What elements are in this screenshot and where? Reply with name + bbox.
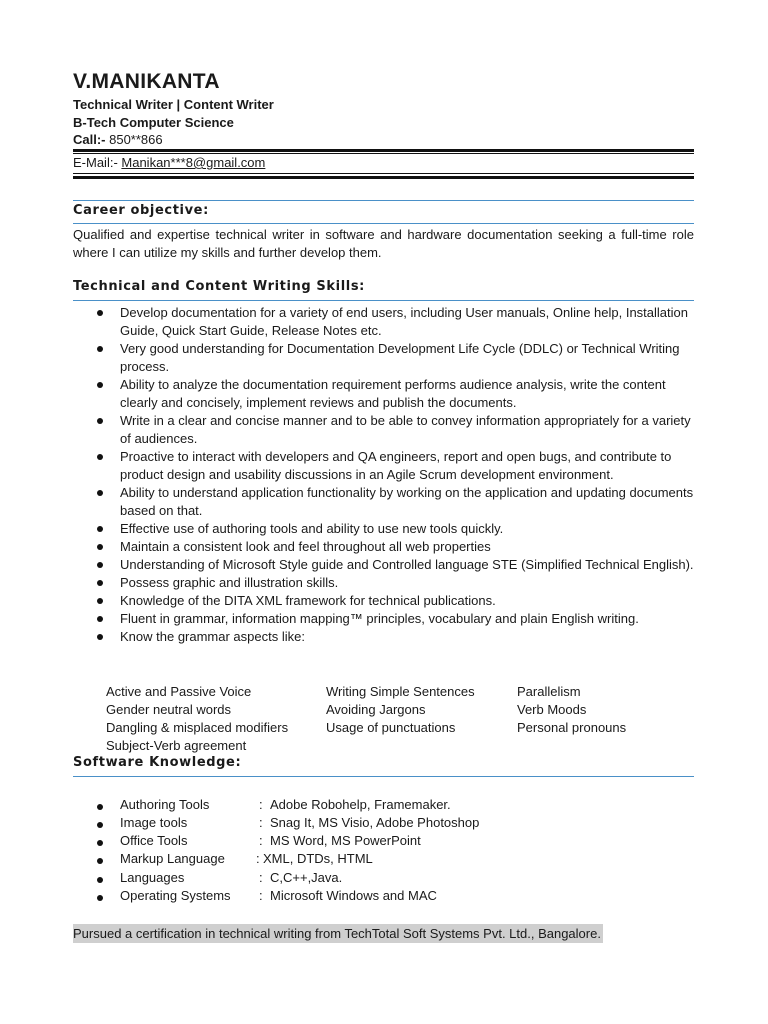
software-row bbox=[73, 815, 698, 833]
call-value: 850**866 bbox=[105, 132, 163, 147]
career-objective-text: Qualified and expertise technical writer in software and hardware documentation seeking a full-time role where I can utilize my skills and further develop them. bbox=[73, 227, 694, 260]
writing-skills-heading: Technical and Content Writing Skills: bbox=[73, 279, 365, 294]
writing-skills-divider bbox=[73, 300, 694, 301]
software-label: Markup Language bbox=[120, 851, 225, 866]
grammar-item: Dangling & misplaced modifiers bbox=[106, 720, 289, 735]
bullet-icon bbox=[97, 804, 103, 810]
email-label: E-Mail:- bbox=[73, 155, 122, 170]
grammar-item: Subject-Verb agreement bbox=[106, 738, 247, 753]
call-label: Call:- bbox=[73, 132, 106, 147]
bullet-icon bbox=[97, 616, 103, 622]
software-value: Adobe Robohelp, Framemaker. bbox=[270, 797, 451, 812]
grammar-column-3 bbox=[517, 683, 626, 737]
email-line bbox=[73, 155, 265, 170]
header-divider-top bbox=[73, 149, 694, 152]
grammar-column-2 bbox=[326, 683, 475, 737]
degree-line: B-Tech Computer Science bbox=[73, 115, 234, 130]
software-colon: : bbox=[259, 815, 263, 830]
list-item: Write in a clear and concise manner and to be able to convey information appropriately for a variety of audiences. bbox=[73, 412, 698, 448]
roles-line: Technical Writer | Content Writer bbox=[73, 97, 274, 112]
bullet-icon bbox=[97, 634, 103, 640]
software-row bbox=[73, 833, 698, 851]
bullet-icon bbox=[97, 310, 103, 316]
list-item: Fluent in grammar, information mapping™ principles, vocabulary and plain English writing. bbox=[73, 610, 698, 628]
software-colon: : bbox=[259, 888, 263, 903]
grammar-item: Writing Simple Sentences bbox=[326, 684, 475, 699]
grammar-item: Verb Moods bbox=[517, 702, 587, 717]
bullet-icon bbox=[97, 822, 103, 828]
candidate-name: V.MANIKANTA bbox=[73, 70, 220, 93]
bullet-icon bbox=[97, 490, 103, 496]
software-label: Office Tools bbox=[120, 833, 188, 848]
software-value: Snag It, MS Visio, Adobe Photoshop bbox=[270, 815, 480, 830]
bullet-icon bbox=[97, 526, 103, 532]
software-row bbox=[73, 870, 698, 888]
grammar-item: Active and Passive Voice bbox=[106, 684, 252, 699]
bullet-icon bbox=[97, 562, 103, 568]
bullet-icon bbox=[97, 418, 103, 424]
software-label: Languages bbox=[120, 870, 185, 885]
software-colon: : bbox=[259, 870, 263, 885]
grammar-item: Personal pronouns bbox=[517, 720, 627, 735]
bullet-icon bbox=[97, 454, 103, 460]
bullet-icon bbox=[97, 580, 103, 586]
list-item: Effective use of authoring tools and ability to use new tools quickly. bbox=[73, 520, 698, 538]
bullet-icon bbox=[97, 598, 103, 604]
list-item: Possess graphic and illustration skills. bbox=[73, 574, 698, 592]
software-row bbox=[73, 888, 698, 906]
header-divider-top-thin bbox=[73, 153, 694, 154]
software-row bbox=[73, 851, 698, 869]
bullet-icon bbox=[97, 346, 103, 352]
list-item: Develop documentation for a variety of end users, including User manuals, Online help, Installation Guide, Quick Start Guide, Release Notes etc. bbox=[73, 304, 698, 340]
list-item: Very good understanding for Documentation Development Life Cycle (DDLC) or Technical Writing process. bbox=[73, 340, 698, 376]
writing-skills-list bbox=[73, 304, 698, 646]
header-divider-bottom bbox=[73, 176, 694, 179]
software-value: MS Word, MS PowerPoint bbox=[270, 833, 421, 848]
software-label: Authoring Tools bbox=[120, 797, 210, 812]
bullet-icon bbox=[97, 877, 103, 883]
grammar-item: Avoiding Jargons bbox=[326, 702, 426, 717]
grammar-column-1 bbox=[106, 683, 288, 755]
list-item: Knowledge of the DITA XML framework for technical publications. bbox=[73, 592, 698, 610]
grammar-item: Gender neutral words bbox=[106, 702, 232, 717]
software-colon: : bbox=[256, 851, 260, 866]
header-divider-bottom-thin bbox=[73, 173, 694, 174]
list-item: Ability to understand application functionality by working on the application and updating documents based on that. bbox=[73, 484, 698, 520]
bullet-icon bbox=[97, 895, 103, 901]
software-colon: : bbox=[259, 833, 263, 848]
grammar-item: Usage of punctuations bbox=[326, 720, 456, 735]
software-value: Microsoft Windows and MAC bbox=[270, 888, 437, 903]
certification-note: Pursued a certification in technical writing from TechTotal Soft Systems Pvt. Ltd., Bangalore. bbox=[73, 926, 601, 941]
career-divider-top bbox=[73, 200, 694, 201]
list-item: Understanding of Microsoft Style guide and Controlled language STE (Simplified Technical English). bbox=[73, 556, 698, 574]
software-label: Image tools bbox=[120, 815, 188, 830]
grammar-item: Parallelism bbox=[517, 684, 581, 699]
call-line bbox=[73, 132, 163, 147]
career-objective-heading: Career objective: bbox=[73, 203, 209, 218]
software-label: Operating Systems bbox=[120, 888, 231, 903]
bullet-icon bbox=[97, 858, 103, 864]
software-divider bbox=[73, 776, 694, 777]
software-knowledge-heading: Software Knowledge: bbox=[73, 755, 242, 770]
bullet-icon bbox=[97, 382, 103, 388]
bullet-icon bbox=[97, 840, 103, 846]
bullet-icon bbox=[97, 544, 103, 550]
list-item: Ability to analyze the documentation requirement performs audience analysis, write the content clearly and concisely, implement reviews and publish the documents. bbox=[73, 376, 698, 412]
career-divider-bottom bbox=[73, 223, 694, 224]
software-value: XML, DTDs, HTML bbox=[263, 851, 373, 866]
email-link[interactable]: Manikan***8@gmail.com bbox=[121, 155, 266, 170]
list-item: Maintain a consistent look and feel throughout all web properties bbox=[73, 538, 698, 556]
list-item: Proactive to interact with developers and QA engineers, report and open bugs, and contribute to product design and usability discussions in an Agile Scrum development environment. bbox=[73, 448, 698, 484]
software-row bbox=[73, 797, 698, 815]
list-item: Know the grammar aspects like: bbox=[73, 628, 698, 646]
software-value: C,C++,Java. bbox=[270, 870, 343, 885]
software-colon: : bbox=[259, 797, 263, 812]
